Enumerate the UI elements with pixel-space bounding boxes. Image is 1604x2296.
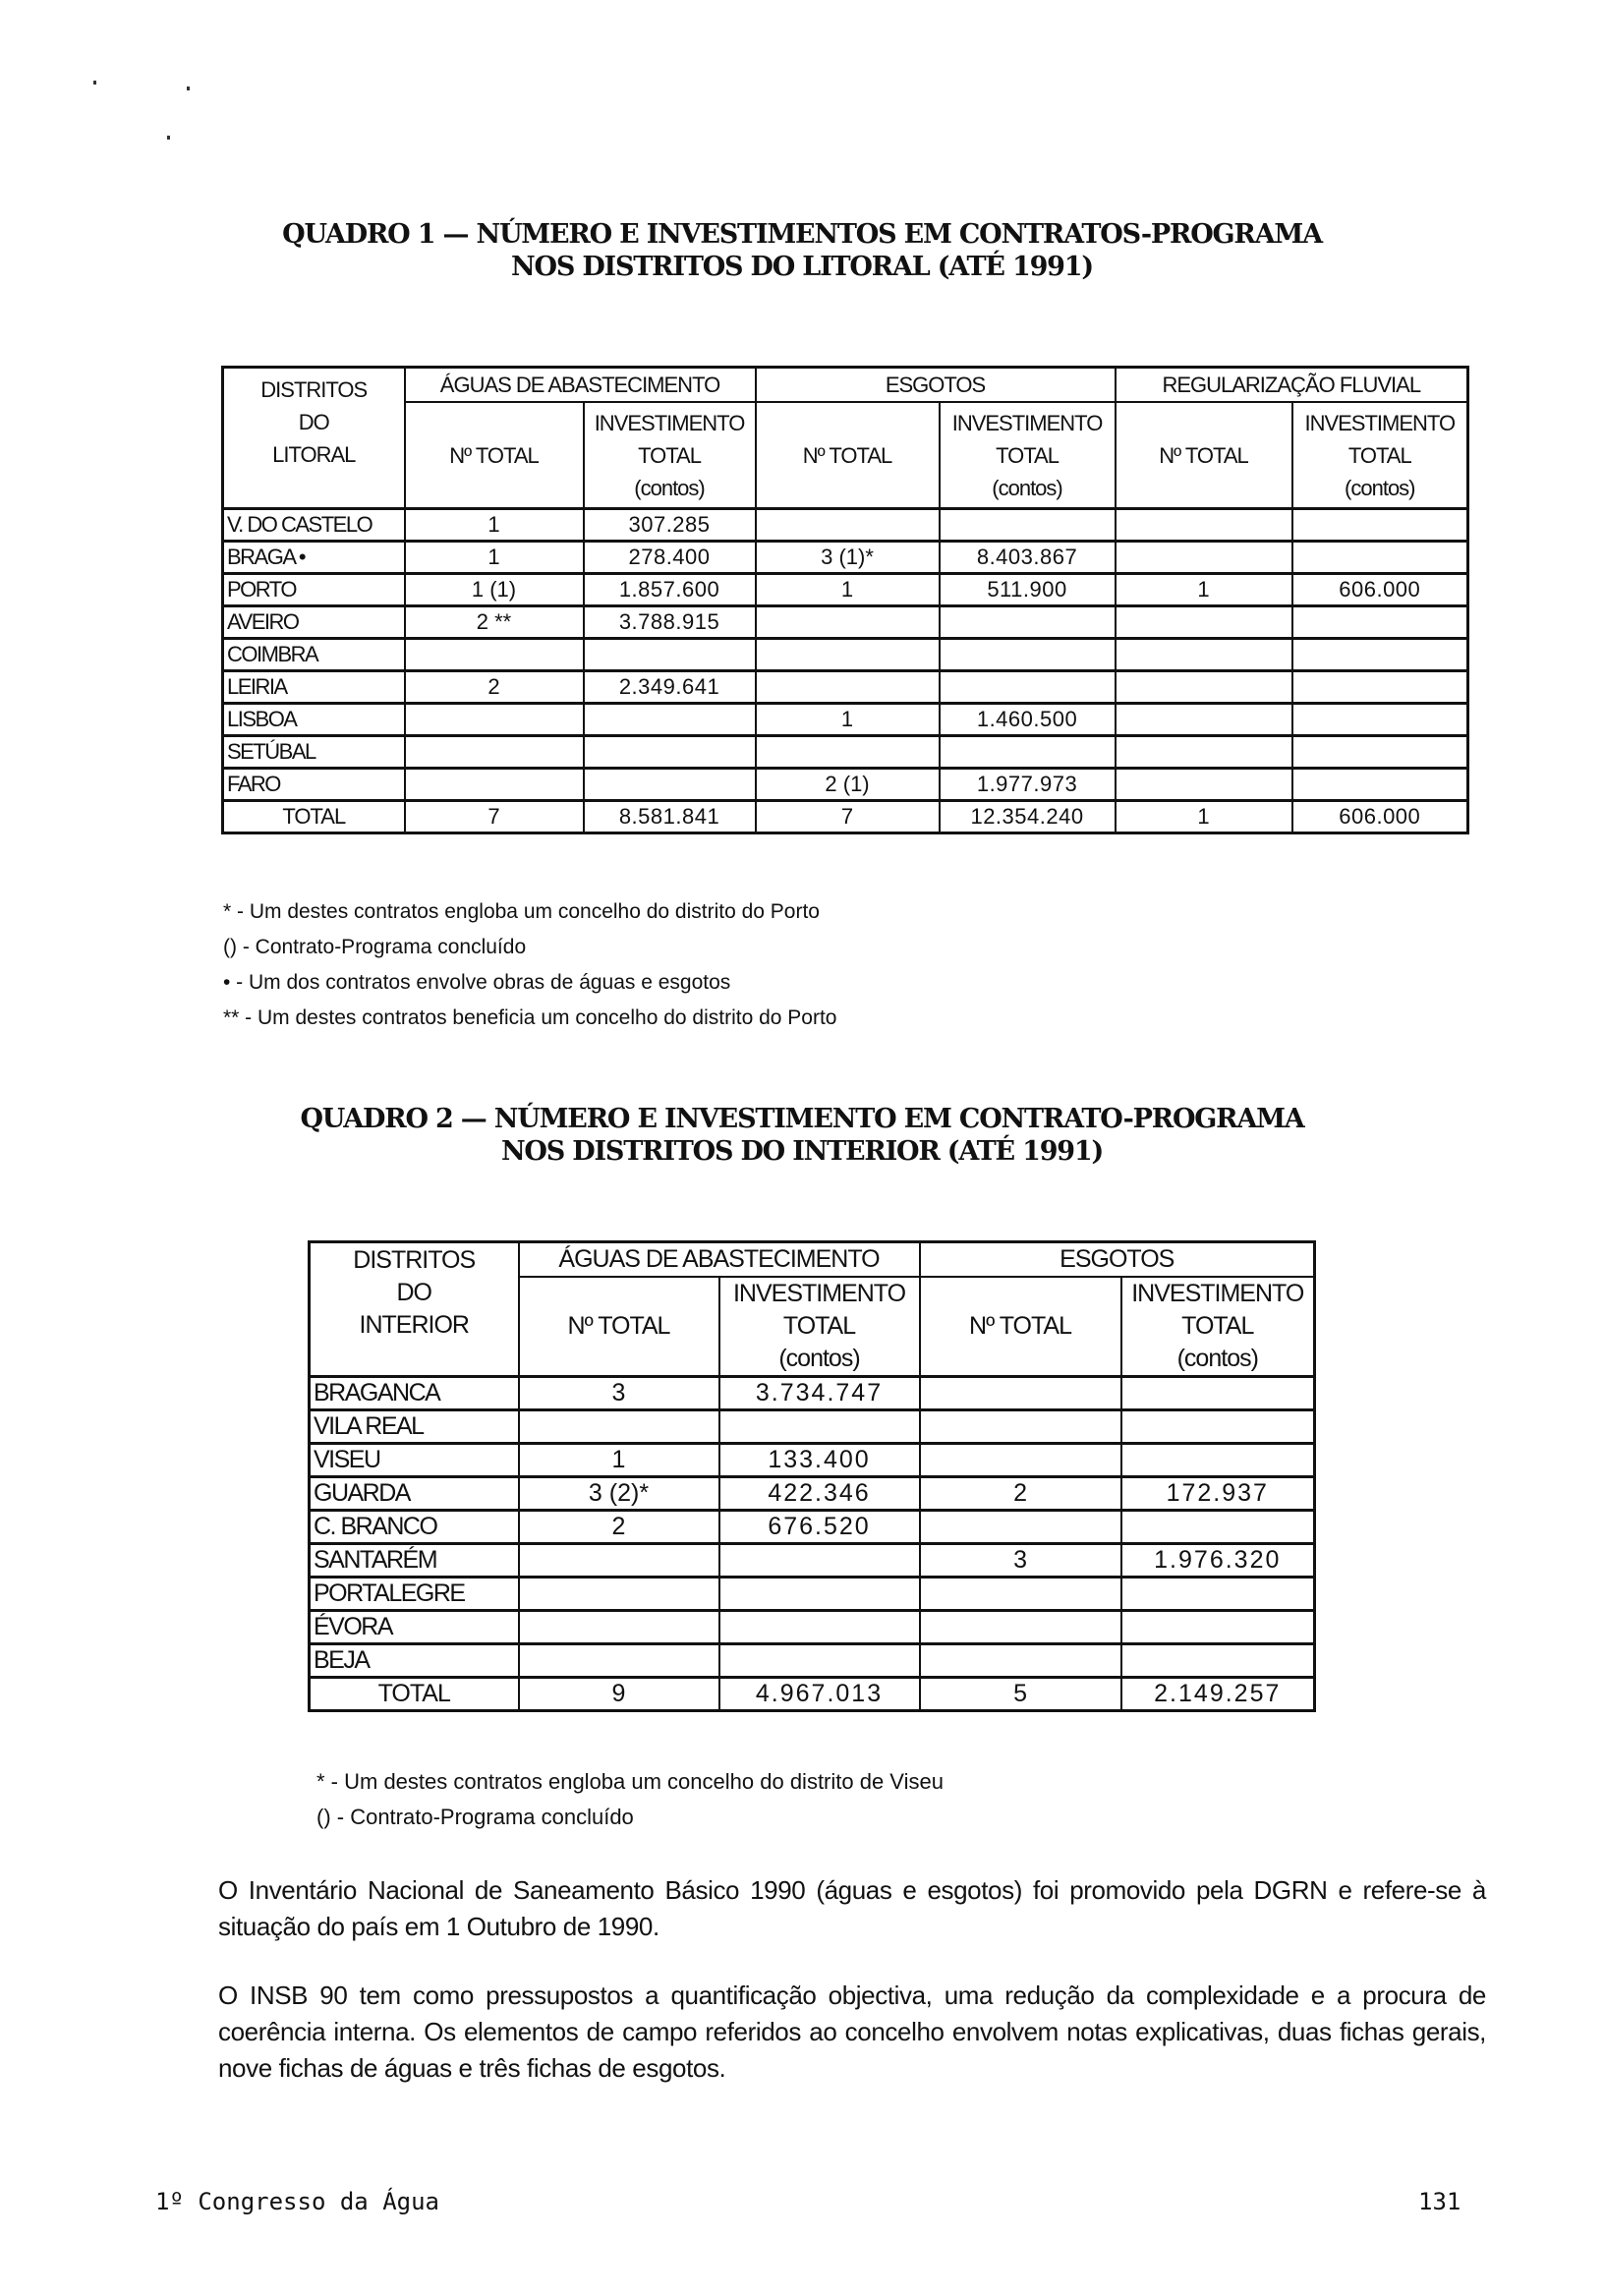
esgotos-invest-cell (940, 736, 1116, 769)
esgotos-invest-cell (940, 639, 1116, 671)
regularizacao-num-cell (1116, 769, 1292, 801)
esgotos-num-cell: 1 (756, 704, 940, 736)
footnote: * - Um destes contratos engloba um concelho do distrito do Porto (223, 900, 820, 923)
regularizacao-num-cell (1116, 704, 1292, 736)
esgotos-num-cell: 2 (920, 1477, 1121, 1511)
table-row (310, 1578, 1315, 1611)
col-header-aguas-num: Nº TOTAL (519, 1277, 719, 1377)
regularizacao-invest-cell (1292, 509, 1468, 542)
esgotos-invest-cell (940, 671, 1116, 704)
district-cell: BRAGANCA (310, 1377, 519, 1410)
aguas-invest-cell (584, 639, 756, 671)
regularizacao-invest-cell (1292, 639, 1468, 671)
table-row (310, 1477, 1315, 1511)
quadro2-footnotes (316, 1764, 944, 1835)
district-cell: COIMBRA (223, 639, 405, 671)
aguas-invest-cell: 3.734.747 (719, 1377, 920, 1410)
esgotos-invest-cell (940, 606, 1116, 639)
aguas-num-cell: 1 (405, 509, 584, 542)
district-cell: BRAGA • (223, 542, 405, 574)
district-cell: SETÚBAL (223, 736, 405, 769)
table-row (310, 1511, 1315, 1544)
total-label: TOTAL (310, 1678, 519, 1711)
district-cell: LEIRIA (223, 671, 405, 704)
esgotos-num-cell (920, 1410, 1121, 1444)
aguas-invest-cell: 133.400 (719, 1444, 920, 1477)
aguas-num-cell: 1 (405, 542, 584, 574)
district-cell: AVEIRO (223, 606, 405, 639)
table-row (223, 606, 1468, 639)
scan-speck (187, 86, 190, 90)
esgotos-num-cell (920, 1444, 1121, 1477)
district-cell: V. DO CASTELO (223, 509, 405, 542)
aguas-num-cell: 1 (519, 1444, 719, 1477)
quadro2-table (308, 1240, 1316, 1712)
aguas-num-cell (519, 1611, 719, 1644)
group-header-regularizacao: REGULARIZAÇÃO FLUVIAL (1116, 368, 1468, 403)
aguas-invest-cell: 3.788.915 (584, 606, 756, 639)
regularizacao-invest-cell (1292, 542, 1468, 574)
district-header: DISTRITOS DO LITORAL (223, 368, 405, 509)
total-aguas-invest: 8.581.841 (584, 801, 756, 833)
aguas-num-cell (519, 1578, 719, 1611)
table-row (223, 769, 1468, 801)
footnote: () - Contrato-Programa concluído (223, 936, 527, 958)
aguas-num-cell (405, 639, 584, 671)
aguas-num-cell (519, 1544, 719, 1578)
col-header-esgotos-num: Nº TOTAL (756, 402, 940, 509)
district-cell: SANTARÉM (310, 1544, 519, 1578)
table-total-row (310, 1678, 1315, 1711)
quadro1-title-line1: QUADRO 1 — NÚMERO E INVESTIMENTOS EM CONTRATOS-PROGRAMA (282, 219, 1322, 250)
table-row (310, 1611, 1315, 1644)
aguas-invest-cell (584, 769, 756, 801)
esgotos-num-cell (920, 1511, 1121, 1544)
total-esgotos-invest: 2.149.257 (1121, 1678, 1315, 1711)
aguas-num-cell (405, 736, 584, 769)
group-header-aguas: ÁGUAS DE ABASTECIMENTO (519, 1242, 920, 1278)
esgotos-num-cell: 3 (920, 1544, 1121, 1578)
esgotos-num-cell (920, 1377, 1121, 1410)
aguas-num-cell (405, 769, 584, 801)
table-row (223, 704, 1468, 736)
group-header-aguas: ÁGUAS DE ABASTECIMENTO (405, 368, 756, 403)
district-cell: C. BRANCO (310, 1511, 519, 1544)
table-row (310, 1544, 1315, 1578)
aguas-invest-cell: 1.857.600 (584, 574, 756, 606)
regularizacao-num-cell (1116, 606, 1292, 639)
esgotos-num-cell: 3 (1)* (756, 542, 940, 574)
regularizacao-num-cell (1116, 671, 1292, 704)
aguas-invest-cell: 2.349.641 (584, 671, 756, 704)
esgotos-num-cell (920, 1644, 1121, 1678)
regularizacao-invest-cell (1292, 671, 1468, 704)
aguas-num-cell (519, 1410, 719, 1444)
aguas-num-cell: 2 (519, 1511, 719, 1544)
col-header-esgotos-num: Nº TOTAL (920, 1277, 1121, 1377)
quadro1-body (223, 509, 1468, 833)
total-regularizacao-invest: 606.000 (1292, 801, 1468, 833)
table-row (310, 1377, 1315, 1410)
regularizacao-invest-cell (1292, 704, 1468, 736)
body-paragraph-2: O INSB 90 tem como pressupostos a quantificação objectiva, uma redução da complexidade e a procura de coerência interna. Os elementos de campo referidos ao concelho envolvem notas explicativas, duas fichas gerais, nove fichas de águas e três fichas de esgotos. (218, 1980, 1486, 2083)
aguas-invest-cell (719, 1611, 920, 1644)
regularizacao-num-cell (1116, 639, 1292, 671)
aguas-num-cell: 2 (405, 671, 584, 704)
quadro2-body (310, 1377, 1315, 1711)
aguas-num-cell: 3 (2)* (519, 1477, 719, 1511)
regularizacao-invest-cell (1292, 606, 1468, 639)
table-row (310, 1444, 1315, 1477)
esgotos-num-cell: 1 (756, 574, 940, 606)
table-row (223, 736, 1468, 769)
aguas-num-cell (405, 704, 584, 736)
col-header-aguas-invest: INVESTIMENTO TOTAL (contos) (719, 1277, 920, 1377)
district-cell: PORTALEGRE (310, 1578, 519, 1611)
district-cell: BEJA (310, 1644, 519, 1678)
regularizacao-num-cell: 1 (1116, 574, 1292, 606)
regularizacao-num-cell (1116, 542, 1292, 574)
aguas-invest-cell (719, 1544, 920, 1578)
table-row (223, 671, 1468, 704)
esgotos-invest-cell: 1.977.973 (940, 769, 1116, 801)
esgotos-invest-cell: 511.900 (940, 574, 1116, 606)
col-header-aguas-num: Nº TOTAL (405, 402, 584, 509)
total-regularizacao-num: 1 (1116, 801, 1292, 833)
aguas-invest-cell: 422.346 (719, 1477, 920, 1511)
aguas-invest-cell (719, 1578, 920, 1611)
esgotos-num-cell (756, 671, 940, 704)
scan-speck (93, 81, 96, 85)
esgotos-num-cell (920, 1611, 1121, 1644)
total-esgotos-num: 5 (920, 1678, 1121, 1711)
table-row (310, 1644, 1315, 1678)
table-total-row (223, 801, 1468, 833)
aguas-invest-cell: 278.400 (584, 542, 756, 574)
total-label: TOTAL (223, 801, 405, 833)
esgotos-invest-cell: 1.460.500 (940, 704, 1116, 736)
esgotos-invest-cell: 1.976.320 (1121, 1544, 1315, 1578)
regularizacao-invest-cell: 606.000 (1292, 574, 1468, 606)
footnote: • - Um dos contratos envolve obras de águas e esgotos (223, 971, 731, 994)
esgotos-invest-cell: 8.403.867 (940, 542, 1116, 574)
total-aguas-num: 9 (519, 1678, 719, 1711)
esgotos-num-cell (756, 639, 940, 671)
table-row (223, 542, 1468, 574)
total-aguas-num: 7 (405, 801, 584, 833)
esgotos-invest-cell (1121, 1578, 1315, 1611)
footnote: () - Contrato-Programa concluído (316, 1805, 634, 1829)
group-header-esgotos: ESGOTOS (920, 1242, 1315, 1278)
district-cell: FARO (223, 769, 405, 801)
aguas-invest-cell (719, 1644, 920, 1678)
quadro1-table (221, 366, 1469, 834)
quadro1-title-line2: NOS DISTRITOS DO LITORAL (ATÉ 1991) (511, 252, 1093, 282)
quadro2-title-line2: NOS DISTRITOS DO INTERIOR (ATÉ 1991) (500, 1136, 1104, 1167)
footnote: * - Um destes contratos engloba um concelho do distrito de Viseu (316, 1769, 944, 1794)
esgotos-num-cell: 2 (1) (756, 769, 940, 801)
col-header-esgotos-invest: INVESTIMENTO TOTAL (contos) (1121, 1277, 1315, 1377)
esgotos-invest-cell (1121, 1444, 1315, 1477)
footer-publication: 1º Congresso da Água (155, 2188, 439, 2215)
district-cell: ÉVORA (310, 1611, 519, 1644)
esgotos-invest-cell: 172.937 (1121, 1477, 1315, 1511)
aguas-invest-cell: 307.285 (584, 509, 756, 542)
esgotos-invest-cell (1121, 1644, 1315, 1678)
table-row (223, 639, 1468, 671)
esgotos-invest-cell (1121, 1611, 1315, 1644)
district-cell: PORTO (223, 574, 405, 606)
quadro1-footnotes (223, 894, 836, 1036)
col-header-esgotos-invest: INVESTIMENTO TOTAL (contos) (940, 402, 1116, 509)
esgotos-num-cell (756, 736, 940, 769)
esgotos-invest-cell (940, 509, 1116, 542)
quadro1-title (0, 218, 1604, 283)
scan-speck (167, 136, 170, 140)
page-number: 131 (1418, 2188, 1461, 2215)
regularizacao-num-cell (1116, 509, 1292, 542)
district-header: DISTRITOS DO INTERIOR (310, 1242, 519, 1377)
table-row (223, 574, 1468, 606)
body-paragraph-1: O Inventário Nacional de Saneamento Básico 1990 (águas e esgotos) foi promovido pela DGRN e refere-se à situação do país em 1 Outubro de 1990. (218, 1875, 1486, 1941)
total-esgotos-num: 7 (756, 801, 940, 833)
esgotos-num-cell (756, 606, 940, 639)
table-row (223, 509, 1468, 542)
regularizacao-num-cell (1116, 736, 1292, 769)
esgotos-num-cell (756, 509, 940, 542)
total-aguas-invest: 4.967.013 (719, 1678, 920, 1711)
district-cell: LISBOA (223, 704, 405, 736)
col-header-regularizacao-num: Nº TOTAL (1116, 402, 1292, 509)
aguas-num-cell: 2 ** (405, 606, 584, 639)
aguas-invest-cell: 676.520 (719, 1511, 920, 1544)
col-header-regularizacao-invest: INVESTIMENTO TOTAL (contos) (1292, 402, 1468, 509)
regularizacao-invest-cell (1292, 769, 1468, 801)
group-header-esgotos: ESGOTOS (756, 368, 1116, 403)
aguas-num-cell: 3 (519, 1377, 719, 1410)
quadro2-title (0, 1103, 1604, 1168)
esgotos-num-cell (920, 1578, 1121, 1611)
aguas-num-cell: 1 (1) (405, 574, 584, 606)
aguas-num-cell (519, 1644, 719, 1678)
aguas-invest-cell (584, 736, 756, 769)
col-header-aguas-invest: INVESTIMENTO TOTAL (contos) (584, 402, 756, 509)
table-row (310, 1410, 1315, 1444)
esgotos-invest-cell (1121, 1511, 1315, 1544)
total-esgotos-invest: 12.354.240 (940, 801, 1116, 833)
regularizacao-invest-cell (1292, 736, 1468, 769)
aguas-invest-cell (584, 704, 756, 736)
esgotos-invest-cell (1121, 1377, 1315, 1410)
aguas-invest-cell (719, 1410, 920, 1444)
district-cell: VILA REAL (310, 1410, 519, 1444)
district-cell: VISEU (310, 1444, 519, 1477)
footnote: ** - Um destes contratos beneficia um concelho do distrito do Porto (223, 1006, 837, 1029)
esgotos-invest-cell (1121, 1410, 1315, 1444)
district-cell: GUARDA (310, 1477, 519, 1511)
quadro2-title-line1: QUADRO 2 — NÚMERO E INVESTIMENTO EM CONTRATO-PROGRAMA (300, 1104, 1304, 1134)
